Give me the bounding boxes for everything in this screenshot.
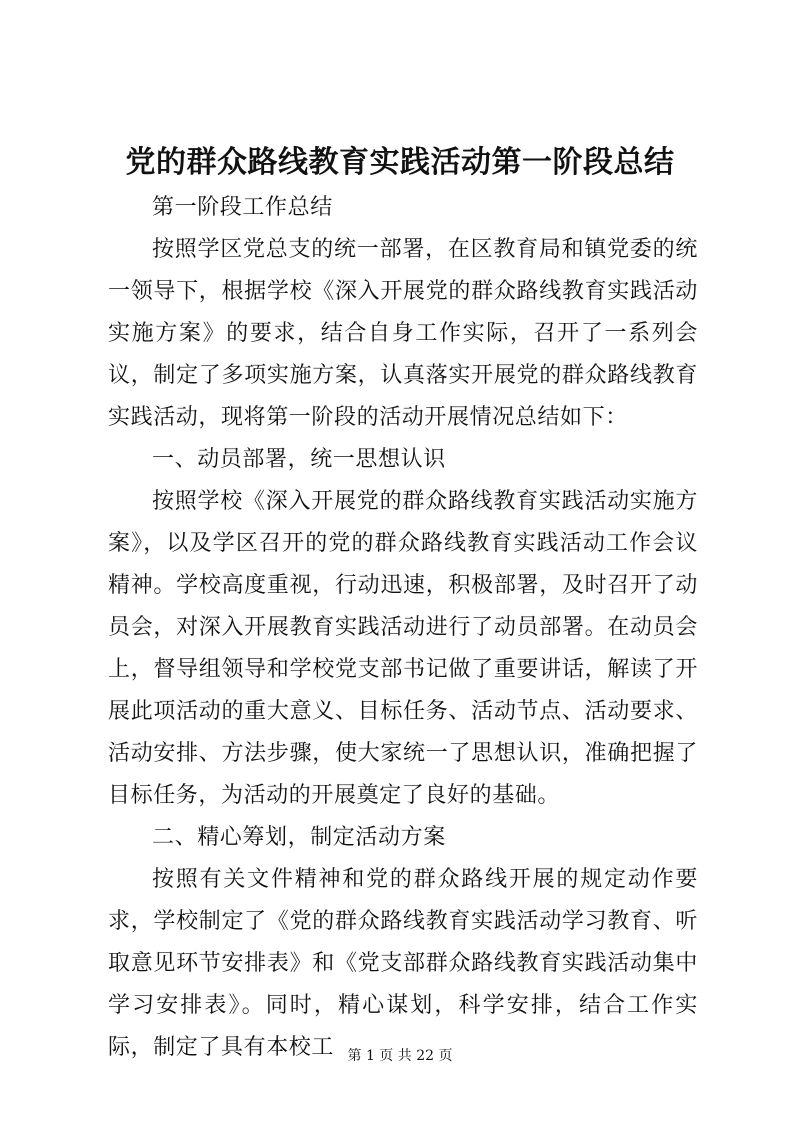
section-heading-planning: 二、精心筹划，制定活动方案: [152, 825, 446, 850]
section-heading-stage-summary: 第一阶段工作总结: [152, 195, 333, 220]
section-heading-mobilization: 一、动员部署，统一思想认识: [152, 447, 446, 472]
planning-paragraph: 按照有关文件精神和党的群众路线开展的规定动作要求，学校制定了《党的群众路线教育实践活动学习教育、听取意见环节安排表》和《党支部群众路线教育实践活动集中学习安排表》。同时，精心谋划，科学安排，结合工作实际，制定了具有本校工: [108, 867, 698, 1060]
intro-paragraph: 按照学区党总支的统一部署，在区教育局和镇党委的统一领导下，根据学校《深入开展党的群众路线教育实践活动实施方案》的要求，结合自身工作实际，召开了一系列会议，制定了多项实施方案，认真落实开展党的群众路线教育实践活动，现将第一阶段的活动开展情况总结如下：: [108, 237, 698, 430]
document-title: 党的群众路线教育实践活动第一阶段总结: [125, 145, 675, 180]
document-body: [108, 187, 698, 1069]
mobilization-paragraph: 按照学校《深入开展党的群众路线教育实践活动实施方案》，以及学区召开的党的群众路线教育实践活动工作会议精神。学校高度重视，行动迅速，积极部署，及时召开了动员会，对深入开展教育实践活动进行了动员部署。在动员会上，督导组领导和学校党支部书记做了重要讲话，解读了开展此项活动的重大意义、目标任务、活动节点、活动要求、活动安排、方法步骤，使大家统一了思想认识，准确把握了目标任务，为活动的开展奠定了良好的基础。: [108, 489, 698, 808]
page-footer: 第 1 页 共 22 页: [347, 1048, 453, 1064]
